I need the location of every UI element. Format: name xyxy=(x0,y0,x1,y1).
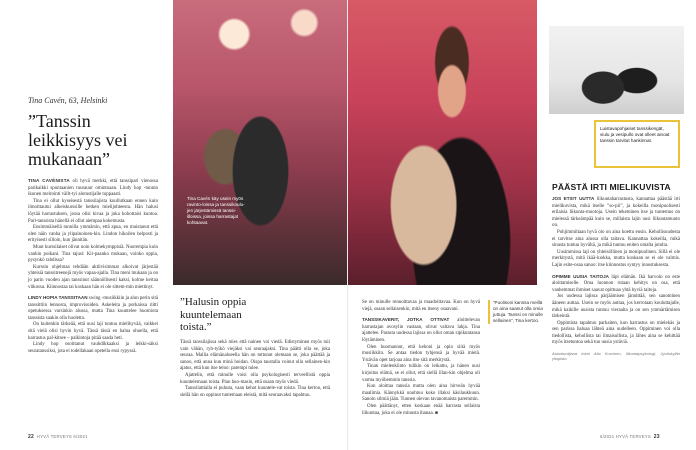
subhead: OPIMME UUSIA TAITOJA xyxy=(552,273,609,279)
paragraph xyxy=(552,274,680,295)
left-footer xyxy=(28,434,88,440)
paragraph xyxy=(28,295,158,322)
pull-quote-line: ”Halusin oppia xyxy=(180,296,247,308)
text-column-3 xyxy=(362,300,480,417)
paragraph: Pohjimmiltaan hyvä olo on aina koettu ensin. Kehollisuudesta ei tarvitse aina alussa olla taitava. Kannattaa kokeilla, mikä sinusta tuntuu hyvältä, ja mikä tuntuu eniten omalta jutulta. xyxy=(552,229,680,249)
subhead: JOS ETSIT UUTTA xyxy=(552,196,595,201)
dance-shoes-photo xyxy=(549,26,684,114)
pull-quote xyxy=(180,296,330,334)
shoes-caption-box xyxy=(594,120,680,168)
headline-line: leikkisyys vei xyxy=(28,130,128,150)
paragraph: Lindy hop osoittanut vauhdikkaaksi ja leikki-säksi seuratanssiksi, jota ei todellakaan opetella ensi rypyssä. xyxy=(28,342,158,354)
text-column-2 xyxy=(180,340,330,399)
lead-in: TINA CAVÉNISTA xyxy=(28,178,70,183)
magazine-name: HYVÄ TERVEYS 6/2021 xyxy=(36,434,88,439)
paragraph: Se on minulle rennoittavaa ja maadoittavaa. Kun on hyvä viejä, osaan sellaisenkin, mitä en itseny osaavani. xyxy=(362,300,480,312)
paragraph xyxy=(28,178,158,199)
paragraph: Jos uudessa lajissa pärjäämisen jännittää, sen sanominen ääneen auttaa. Usein se myös auttaa, jos kerrotaan kouluttajalle, mikä kaikille uusista tuntuu vieraalta ja on sen ymmärtämisen tärkeintä. xyxy=(552,294,680,320)
paragraph: Olen päättänyt, etten koskaan enää harrasta sellaista liikuntaa, joka ei ole minusta ihanaa. ■ xyxy=(362,403,480,416)
paragraph: Oppimista tapahtuu parhaiten, kun harrastus on mielekäs ja sen parissa haluaa lähteä aina uudelleen. Oppiminen voi olla tiedollista, kehollista tai ilmaisullista, ja lähes aina se kehittää myös itsetuntoa sekä tuo uusia ystäviä. xyxy=(552,320,680,346)
pull-quote-line: kuuntelemaan xyxy=(180,308,242,321)
photo-caption: Tina Cavén käy usein myös ravinto-loissa ja tanssikoulu-jen järjestämissä tanssi-illoissa, joissa harrastajat kohtaavat. xyxy=(187,196,245,225)
magazine-name: 6/2021 HYVÄ TERVEYS xyxy=(600,434,651,439)
paragraph: Tanssilattialla ei puhuta, vaan kehot kuuntele-vat toista. Tina kertoo, että siellä hän on oppinut tuntemaan eleistä, mitä seuraavaksi tapahtuu. xyxy=(180,386,330,398)
paragraph xyxy=(552,196,680,230)
paragraph-text: liikuntaharrastusta, kannattaa päästää irti mielikuvista, mikä itselle ”so-pii”, ja kokeilla monipuolisesti erilaisia liikunta-muotoja. Usein tekeminen itse ja tuntemus on mielessä tärkeämpää kuin se, millaista lajin uusi liikuntamuoto on. xyxy=(552,197,680,229)
paragraph xyxy=(362,317,480,344)
paragraph: Uusimmissa laji on yhteisöllinen ja monipuolinen. Sillä ei ole merkitystä, mitä ikää-luokka, mutta koskaan se ei ole valmis. Lajin esite-osaa sanoo: itse kiinnostus syntyy innostuksesta. xyxy=(552,249,680,268)
byline: Tina Cavén, 63, Helsinki xyxy=(28,96,108,105)
paragraph: Muut kurssilaiset olivat noin kolmekymppisiä. Nuorempia kuin vanhin poikani. Tina tajusi: Kir-paanko mukaan, voinko oppia, pysynkö rahdissa? xyxy=(28,244,158,264)
pull-quote-line: toista.” xyxy=(180,321,212,333)
paragraph-text: aloittelevan harrastajan avosylin vastaan, olivat valtava lahja. Tina ajattelee. Parasta uudessa lajissa on ollut oman sipikuntansa löytäminen. xyxy=(362,318,480,343)
paragraph: Ensimmäisellä tunnilla ymmärsin, että apua, en muistanut että olen näin vanha ja ylipainoinen-kin. Lindon hikoilen helposti ja erityisesti silloin, kun jännitän. xyxy=(28,225,158,244)
subhead: LINDY HOPIA TANSSITAAN xyxy=(28,295,88,301)
paragraph: Tässä tanssilajissa sekä mies että nainen voi viedä. Edistyminen myös tuli vain vähän, ryh-tyikö viejäksi vai seuraajaksi. Tina päätti olla se, joka seuraa. Mallia elämänalueella hän on tottunut olemaan se, joka päättää ja sanoo, että anna kun minä hoidan. Oispa taustalla voinut olla sellainen-kin ajatus, että kun itse teloo: parempi tulee. xyxy=(180,340,330,372)
subhead: TANSSIKAVERIT, JOTKA OTTIVAT xyxy=(362,317,450,323)
shoes-caption: Luistavapohjaiset tanssikengät, viulu ja vesipullo ovat olleet ainoat tanssin tarvitut hankinnat. xyxy=(600,126,670,143)
dancing-couple-photo xyxy=(173,0,348,285)
section-title: PÄÄSTÄ IRTI MIELIKUVISTA xyxy=(552,182,671,192)
headline xyxy=(28,112,168,169)
paragraph: Tina ei ollut kyseisestä tanssilajista kuullutkaan ennen kuin ilmoittautui alkeiskurssille hetken mielijohteesta. Hän halusi löytää harrastuksen, jossa olisi kivaa ja joka kohottaisi kuntoa. Parl-tanssista hänellä ei ollut aiempaa kokemusta. xyxy=(28,198,158,224)
paragraph: Tinan mielenkiinto tulikin on leikattu, ja hänen uusi kirjoitus elämä, se ei ollut, että siellä illan-kin ohjelma oli varma myöhemmin tanssia. xyxy=(362,364,480,383)
photo-quote: ”Puolisoni kanssa meillä on aina saanut olla omia juttuja. Tanssi on minulle sellainen”, Tina kertoo. xyxy=(488,300,545,324)
paragraph: Kun aloittaa tanssia mutta olen aina hirveän hyvää maalimia. Kännykkä unohtuu koko illaksi käsilaukkuun. Sanoin silmiä jään. Tunnen olevan tavanomaista paremmin. xyxy=(362,384,480,403)
paragraph-text: läpi elämän. Ikä harvoin on este aloittamiselle. Oma luonnon rutaan kehitys on osa, että vanhemmat ihmiset saavat opittuaa yhtä hyviä taitoja. xyxy=(552,274,680,293)
woman-with-fan-photo xyxy=(348,0,537,285)
paragraph-text: oli hyvä merkki, että tanssipari vienossa parikaikki spontaanien tuurauur omintoaan. Lindy hop -tunnin ikonen melrointi vällt-tyi alotustijalle toppaasti. xyxy=(28,179,159,198)
text-column-1 xyxy=(28,178,158,355)
paragraph: Kurssin ohjelmaa tehdään aktiivisimmat alkoivat järjestää yhteisiä tanssitreenejä myös vapaa-ajalla. Tina meni mukaan ja on jo parin vuoden ajan tanssinut säännöllisesti kaksi, kolme kertaa viikossa. Kiinnostaa tai koskaan hän ei ole sittem-min miettinyt. xyxy=(28,264,158,290)
page-number: 22 xyxy=(28,434,34,440)
paragraph: On kuitenkin tärkeää, että uusi laji tuntuu mielihyvää, vaikkei sitä vielä olisi hyvin hyvä. Tässä tässä en halua ohuella, että harrastus pal-kitsee – palkintoja pitää saada heti. xyxy=(28,322,158,341)
right-footer xyxy=(600,434,660,440)
headline-line: ”Tanssin xyxy=(28,111,91,131)
page-number: 23 xyxy=(653,434,660,440)
paragraph-text: swing -musiikkiin ja alun perin sitä tanssittiin lennosta, improvisoiden. Askeleita ja porkaissa riitti opetuksessa varsinkin alussa, mutta Tina kuuntelee huomiota tanssista saakin olla huoletta. xyxy=(28,296,158,321)
text-column-4 xyxy=(552,196,680,361)
paragraph: Ajattelin, että minulle voisi olla psykologisesti terveellistä oppia kuuntelemaan toista. Plan huo-masin, että osaan myös viedä. xyxy=(180,372,330,385)
paragraph: Olen huomannut, että kehoni ja opin siitä myös musiikkiin. Se antaa tiedon tyhjensä ja hyvää mielä. Ystävän opet tarjoaa aina itse sitä merkitystä. xyxy=(362,344,480,363)
expert-credit: Asiantuntijana toimi Aila Kurvinen, liikuntapsykologi, Jyväskylän yliopisto. xyxy=(552,351,680,362)
headline-line: mukanaan” xyxy=(28,149,110,169)
